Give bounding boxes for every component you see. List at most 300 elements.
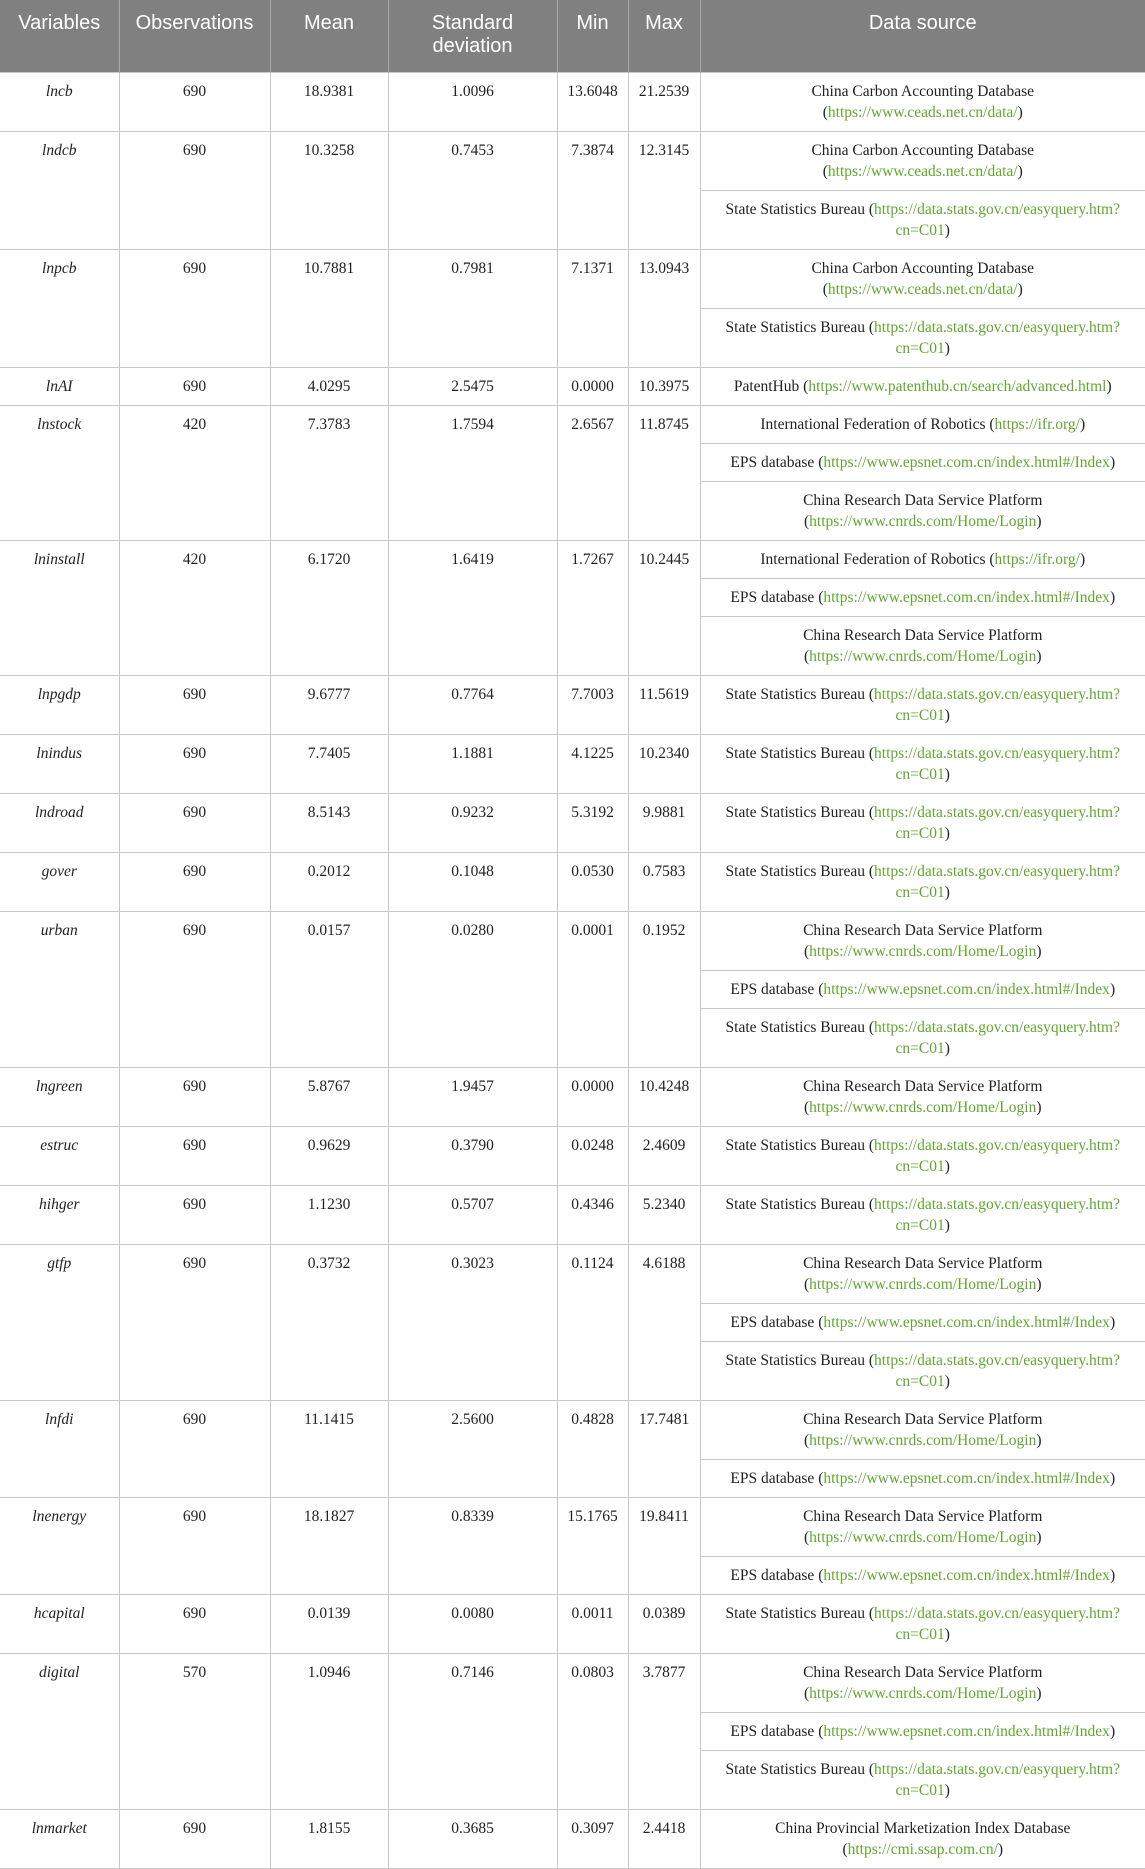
table-row	[0, 676, 1145, 735]
table-row	[0, 73, 1145, 132]
source-url-link[interactable]: https://data.stats.gov.cn/easyquery.htm?cn=C01	[874, 1352, 1120, 1390]
open-paren: (	[865, 804, 875, 821]
source-url-link[interactable]: https://www.cnrds.com/Home/Login	[809, 943, 1037, 960]
open-paren: (	[799, 378, 809, 395]
mean-cell: 0.9629	[270, 1127, 388, 1186]
close-paren: )	[1079, 416, 1086, 433]
source-url-link[interactable]: https://ifr.org/	[994, 551, 1080, 568]
standard-deviation-cell: 0.5707	[388, 1186, 557, 1245]
close-paren: )	[1017, 281, 1023, 298]
mean-cell: 11.1415	[270, 1401, 388, 1498]
max-cell: 0.7583	[628, 853, 700, 912]
source-url-link[interactable]: https://www.epsnet.com.cn/index.html#/Index	[823, 589, 1110, 606]
max-cell: 12.3145	[628, 132, 700, 250]
close-paren: )	[1036, 1529, 1042, 1546]
data-source-cell	[700, 1342, 1145, 1401]
table-row	[0, 1595, 1145, 1654]
data-source-cell	[700, 482, 1145, 541]
variable-cell: lnindus	[0, 735, 119, 794]
close-paren: )	[944, 766, 950, 783]
data-source-cell	[700, 617, 1145, 676]
close-paren: )	[1109, 1314, 1116, 1331]
min-cell: 0.0001	[557, 912, 628, 1068]
standard-deviation-cell: 1.9457	[388, 1068, 557, 1127]
close-paren: )	[944, 1217, 950, 1234]
mean-cell: 8.5143	[270, 794, 388, 853]
standard-deviation-cell: 0.0280	[388, 912, 557, 1068]
source-url-link[interactable]: https://www.cnrds.com/Home/Login	[809, 1685, 1037, 1702]
source-url-link[interactable]: https://data.stats.gov.cn/easyquery.htm?cn=C01	[874, 804, 1120, 842]
min-cell: 0.0803	[557, 1654, 628, 1810]
data-source-cell	[700, 1751, 1145, 1810]
mean-cell: 0.3732	[270, 1245, 388, 1401]
source-name: EPS database	[730, 1567, 815, 1584]
close-paren: )	[944, 1040, 950, 1057]
variable-cell: digital	[0, 1654, 119, 1810]
close-paren: )	[1036, 648, 1042, 665]
source-url-link[interactable]: https://www.ceads.net.cn/data/	[827, 281, 1018, 298]
min-cell: 0.0000	[557, 368, 628, 406]
source-url-link[interactable]: https://data.stats.gov.cn/easyquery.htm?cn=C01	[874, 319, 1120, 357]
open-paren: (	[865, 1761, 875, 1778]
source-url-link[interactable]: https://data.stats.gov.cn/easyquery.htm?cn=C01	[874, 1605, 1120, 1643]
data-source-cell	[700, 1713, 1145, 1751]
close-paren: )	[1036, 513, 1042, 530]
table-row	[0, 1068, 1145, 1127]
source-url-link[interactable]: https://data.stats.gov.cn/easyquery.htm?cn=C01	[874, 1137, 1120, 1175]
standard-deviation-cell: 0.3023	[388, 1245, 557, 1401]
source-name: China Research Data Service Platform	[803, 1078, 1043, 1095]
source-url-link[interactable]: https://www.ceads.net.cn/data/	[827, 104, 1018, 121]
header-min: Min	[557, 0, 628, 73]
data-source-cell	[700, 132, 1145, 191]
close-paren: )	[1017, 163, 1023, 180]
open-paren: (	[865, 863, 875, 880]
max-cell: 9.9881	[628, 794, 700, 853]
close-paren: )	[944, 222, 950, 239]
data-source-cell	[700, 1068, 1145, 1127]
observations-cell: 420	[119, 541, 270, 676]
table-row	[0, 1245, 1145, 1304]
source-url-link[interactable]: https://www.epsnet.com.cn/index.html#/Index	[823, 1314, 1110, 1331]
source-name: State Statistics Bureau	[725, 686, 865, 703]
source-url-link[interactable]: https://www.ceads.net.cn/data/	[827, 163, 1018, 180]
table-row	[0, 406, 1145, 444]
min-cell: 1.7267	[557, 541, 628, 676]
open-paren: (	[865, 1137, 875, 1154]
source-name: State Statistics Bureau	[725, 1196, 865, 1213]
close-paren: )	[944, 884, 950, 901]
source-name: EPS database	[730, 981, 815, 998]
mean-cell: 1.1230	[270, 1186, 388, 1245]
table-row	[0, 794, 1145, 853]
table-body	[0, 73, 1145, 1869]
data-source-cell	[700, 406, 1145, 444]
data-source-cell	[700, 444, 1145, 482]
standard-deviation-cell: 1.7594	[388, 406, 557, 541]
data-source-cell	[700, 735, 1145, 794]
data-source-cell	[700, 191, 1145, 250]
source-name: China Research Data Service Platform	[803, 492, 1043, 509]
min-cell: 0.0011	[557, 1595, 628, 1654]
close-paren: )	[1036, 943, 1042, 960]
source-url-link[interactable]: https://www.epsnet.com.cn/index.html#/Index	[823, 981, 1110, 998]
close-paren: )	[1109, 454, 1116, 471]
max-cell: 10.3975	[628, 368, 700, 406]
source-url-link[interactable]: https://data.stats.gov.cn/easyquery.htm?cn=C01	[874, 686, 1120, 724]
mean-cell: 0.0157	[270, 912, 388, 1068]
max-cell: 21.2539	[628, 73, 700, 132]
open-paren: (	[865, 1019, 875, 1036]
source-name: International Federation of Robotics	[760, 551, 986, 568]
table-header	[0, 0, 1145, 73]
standard-deviation-cell: 0.3790	[388, 1127, 557, 1186]
source-name: EPS database	[730, 1723, 815, 1740]
open-paren: (	[814, 1314, 824, 1331]
observations-cell: 690	[119, 1595, 270, 1654]
min-cell: 7.1371	[557, 250, 628, 368]
data-source-cell	[700, 1186, 1145, 1245]
variable-cell: lninstall	[0, 541, 119, 676]
max-cell: 11.8745	[628, 406, 700, 541]
min-cell: 0.4828	[557, 1401, 628, 1498]
source-name: State Statistics Bureau	[725, 201, 865, 218]
table-row	[0, 853, 1145, 912]
observations-cell: 690	[119, 1810, 270, 1869]
observations-cell: 690	[119, 794, 270, 853]
open-paren: (	[814, 1723, 824, 1740]
header-max: Max	[628, 0, 700, 73]
table-row	[0, 735, 1145, 794]
open-paren: (	[822, 163, 828, 180]
source-url-link[interactable]: https://www.cnrds.com/Home/Login	[809, 1432, 1037, 1449]
max-cell: 3.7877	[628, 1654, 700, 1810]
source-url-link[interactable]: https://data.stats.gov.cn/easyquery.htm?cn=C01	[874, 1761, 1120, 1799]
standard-deviation-cell: 1.0096	[388, 73, 557, 132]
source-url-link[interactable]: https://data.stats.gov.cn/easyquery.htm?cn=C01	[874, 1019, 1120, 1057]
table-row	[0, 250, 1145, 309]
close-paren: )	[1036, 1099, 1042, 1116]
source-name: State Statistics Bureau	[725, 1019, 865, 1036]
source-name: China Carbon Accounting Database	[811, 83, 1035, 100]
min-cell: 7.3874	[557, 132, 628, 250]
close-paren: )	[1109, 589, 1116, 606]
variable-cell: hihger	[0, 1186, 119, 1245]
source-name: EPS database	[730, 1470, 815, 1487]
observations-cell: 420	[119, 406, 270, 541]
source-url-link[interactable]: https://data.stats.gov.cn/easyquery.htm?cn=C01	[874, 745, 1120, 783]
open-paren: (	[803, 1432, 810, 1449]
data-source-cell	[700, 250, 1145, 309]
close-paren: )	[1109, 1723, 1116, 1740]
variable-cell: lnpgdp	[0, 676, 119, 735]
data-source-cell	[700, 1009, 1145, 1068]
open-paren: (	[865, 1196, 875, 1213]
observations-cell: 690	[119, 735, 270, 794]
source-url-link[interactable]: https://www.cnrds.com/Home/Login	[809, 1529, 1037, 1546]
source-url-link[interactable]: https://www.cnrds.com/Home/Login	[809, 1099, 1037, 1116]
min-cell: 4.1225	[557, 735, 628, 794]
open-paren: (	[814, 454, 824, 471]
standard-deviation-cell: 0.7981	[388, 250, 557, 368]
min-cell: 15.1765	[557, 1498, 628, 1595]
standard-deviation-cell: 0.1048	[388, 853, 557, 912]
source-url-link[interactable]: https://www.cnrds.com/Home/Login	[809, 1276, 1037, 1293]
source-url-link[interactable]: https://ifr.org/	[994, 416, 1080, 433]
standard-deviation-cell: 0.3685	[388, 1810, 557, 1869]
data-source-cell	[700, 73, 1145, 132]
standard-deviation-cell: 0.0080	[388, 1595, 557, 1654]
table-row	[0, 1186, 1145, 1245]
data-source-cell	[700, 368, 1145, 406]
observations-cell: 690	[119, 73, 270, 132]
observations-cell: 690	[119, 1127, 270, 1186]
min-cell: 7.7003	[557, 676, 628, 735]
header-mean: Mean	[270, 0, 388, 73]
open-paren: (	[865, 201, 875, 218]
max-cell: 4.6188	[628, 1245, 700, 1401]
min-cell: 0.1124	[557, 1245, 628, 1401]
max-cell: 0.1952	[628, 912, 700, 1068]
close-paren: )	[944, 1782, 950, 1799]
variable-cell: lndcb	[0, 132, 119, 250]
min-cell: 0.0248	[557, 1127, 628, 1186]
table-row	[0, 1810, 1145, 1869]
source-url-link[interactable]: https://data.stats.gov.cn/easyquery.htm?cn=C01	[874, 1196, 1120, 1234]
source-url-link[interactable]: https://www.epsnet.com.cn/index.html#/Index	[823, 1567, 1110, 1584]
data-source-cell	[700, 1401, 1145, 1460]
observations-cell: 690	[119, 132, 270, 250]
close-paren: )	[944, 1158, 950, 1175]
source-name: China Research Data Service Platform	[803, 1255, 1043, 1272]
variable-cell: lnpcb	[0, 250, 119, 368]
open-paren: (	[803, 1685, 810, 1702]
source-name: China Research Data Service Platform	[803, 627, 1043, 644]
variable-cell: lncb	[0, 73, 119, 132]
max-cell: 11.5619	[628, 676, 700, 735]
source-name: EPS database	[730, 589, 815, 606]
variable-cell: hcapital	[0, 1595, 119, 1654]
open-paren: (	[814, 1470, 824, 1487]
observations-cell: 690	[119, 1186, 270, 1245]
observations-cell: 690	[119, 676, 270, 735]
source-url-link[interactable]: https://www.epsnet.com.cn/index.html#/Index	[823, 454, 1110, 471]
source-url-link[interactable]: https://www.patenthub.cn/search/advanced.html	[808, 378, 1107, 395]
observations-cell: 690	[119, 1498, 270, 1595]
variable-cell: gtfp	[0, 1245, 119, 1401]
source-name: State Statistics Bureau	[725, 1137, 865, 1154]
source-name: China Research Data Service Platform	[803, 1411, 1043, 1428]
max-cell: 2.4609	[628, 1127, 700, 1186]
close-paren: )	[944, 340, 950, 357]
min-cell: 0.3097	[557, 1810, 628, 1869]
table-row	[0, 132, 1145, 191]
source-name: International Federation of Robotics	[760, 416, 986, 433]
max-cell: 2.4418	[628, 1810, 700, 1869]
max-cell: 5.2340	[628, 1186, 700, 1245]
max-cell: 10.2445	[628, 541, 700, 676]
min-cell: 13.6048	[557, 73, 628, 132]
close-paren: )	[1109, 1567, 1116, 1584]
source-name: State Statistics Bureau	[725, 1761, 865, 1778]
standard-deviation-cell: 0.8339	[388, 1498, 557, 1595]
variable-cell: lnAI	[0, 368, 119, 406]
open-paren: (	[803, 648, 810, 665]
open-paren: (	[803, 1276, 810, 1293]
table-row	[0, 1654, 1145, 1713]
variable-cell: lnfdi	[0, 1401, 119, 1498]
source-url-link[interactable]: https://www.cnrds.com/Home/Login	[809, 648, 1037, 665]
min-cell: 5.3192	[557, 794, 628, 853]
open-paren: (	[865, 319, 875, 336]
close-paren: )	[1017, 104, 1023, 121]
mean-cell: 0.0139	[270, 1595, 388, 1654]
source-url-link[interactable]: https://www.epsnet.com.cn/index.html#/Index	[823, 1470, 1110, 1487]
observations-cell: 690	[119, 250, 270, 368]
data-source-cell	[700, 912, 1145, 971]
open-paren: (	[822, 281, 828, 298]
mean-cell: 18.9381	[270, 73, 388, 132]
open-paren: (	[865, 1352, 875, 1369]
close-paren: )	[1036, 1276, 1042, 1293]
data-source-cell	[700, 1654, 1145, 1713]
header-variables: Variables	[0, 0, 119, 73]
header-data-source: Data source	[700, 0, 1145, 73]
table-row	[0, 541, 1145, 579]
data-source-cell	[700, 676, 1145, 735]
mean-cell: 7.3783	[270, 406, 388, 541]
data-source-cell	[700, 853, 1145, 912]
mean-cell: 1.0946	[270, 1654, 388, 1810]
open-paren: (	[814, 1567, 824, 1584]
standard-deviation-cell: 1.1881	[388, 735, 557, 794]
data-source-cell	[700, 971, 1145, 1009]
variable-cell: lnstock	[0, 406, 119, 541]
close-paren: )	[1079, 551, 1086, 568]
close-paren: )	[944, 707, 950, 724]
open-paren: (	[822, 104, 828, 121]
source-url-link[interactable]: https://data.stats.gov.cn/easyquery.htm?cn=C01	[874, 863, 1120, 901]
header-standard-deviation: Standard deviation	[388, 0, 557, 73]
variable-cell: lngreen	[0, 1068, 119, 1127]
variable-cell: urban	[0, 912, 119, 1068]
variable-cell: lnenergy	[0, 1498, 119, 1595]
source-name: China Research Data Service Platform	[803, 922, 1043, 939]
source-name: State Statistics Bureau	[725, 319, 865, 336]
source-name: EPS database	[730, 454, 815, 471]
source-name: State Statistics Bureau	[725, 1352, 865, 1369]
mean-cell: 0.2012	[270, 853, 388, 912]
observations-cell: 690	[119, 368, 270, 406]
mean-cell: 1.8155	[270, 1810, 388, 1869]
open-paren: (	[814, 981, 824, 998]
data-source-cell	[700, 1127, 1145, 1186]
open-paren: (	[814, 589, 824, 606]
close-paren: )	[1036, 1432, 1042, 1449]
data-source-cell	[700, 579, 1145, 617]
max-cell: 0.0389	[628, 1595, 700, 1654]
standard-deviation-cell: 0.7453	[388, 132, 557, 250]
data-source-cell	[700, 1557, 1145, 1595]
observations-cell: 690	[119, 1068, 270, 1127]
source-name: China Research Data Service Platform	[803, 1664, 1043, 1681]
max-cell: 17.7481	[628, 1401, 700, 1498]
table-row	[0, 368, 1145, 406]
source-name: China Provincial Marketization Index Database	[775, 1820, 1071, 1837]
observations-cell: 690	[119, 1401, 270, 1498]
source-url-link[interactable]: https://cmi.ssap.com.cn/	[847, 1841, 998, 1858]
mean-cell: 7.7405	[270, 735, 388, 794]
source-name: State Statistics Bureau	[725, 804, 865, 821]
max-cell: 19.8411	[628, 1498, 700, 1595]
open-paren: (	[985, 551, 995, 568]
standard-deviation-cell: 0.9232	[388, 794, 557, 853]
header-observations: Observations	[119, 0, 270, 73]
max-cell: 10.2340	[628, 735, 700, 794]
data-source-cell	[700, 1595, 1145, 1654]
source-name: EPS database	[730, 1314, 815, 1331]
header-row	[0, 0, 1145, 73]
data-source-cell	[700, 1460, 1145, 1498]
data-source-cell	[700, 1810, 1145, 1869]
mean-cell: 6.1720	[270, 541, 388, 676]
data-source-cell	[700, 1498, 1145, 1557]
mean-cell: 10.7881	[270, 250, 388, 368]
open-paren: (	[865, 686, 875, 703]
data-source-cell	[700, 541, 1145, 579]
open-paren: (	[865, 1605, 875, 1622]
observations-cell: 690	[119, 853, 270, 912]
mean-cell: 9.6777	[270, 676, 388, 735]
open-paren: (	[865, 745, 875, 762]
data-source-cell	[700, 1245, 1145, 1304]
open-paren: (	[803, 1529, 810, 1546]
table-row	[0, 1127, 1145, 1186]
source-name: China Research Data Service Platform	[803, 1508, 1043, 1525]
mean-cell: 18.1827	[270, 1498, 388, 1595]
table-row	[0, 1401, 1145, 1460]
standard-deviation-cell: 0.7764	[388, 676, 557, 735]
mean-cell: 10.3258	[270, 132, 388, 250]
open-paren: (	[803, 1099, 810, 1116]
open-paren: (	[842, 1841, 848, 1858]
source-name: State Statistics Bureau	[725, 745, 865, 762]
min-cell: 0.0000	[557, 1068, 628, 1127]
observations-cell: 690	[119, 1245, 270, 1401]
variable-cell: lndroad	[0, 794, 119, 853]
source-name: PatentHub	[733, 378, 800, 395]
close-paren: )	[1109, 1470, 1116, 1487]
observations-cell: 570	[119, 1654, 270, 1810]
standard-deviation-cell: 2.5600	[388, 1401, 557, 1498]
close-paren: )	[997, 1841, 1004, 1858]
close-paren: )	[1109, 981, 1116, 998]
variable-cell: gover	[0, 853, 119, 912]
source-url-link[interactable]: https://data.stats.gov.cn/easyquery.htm?cn=C01	[874, 201, 1120, 239]
min-cell: 0.0530	[557, 853, 628, 912]
source-url-link[interactable]: https://www.cnrds.com/Home/Login	[809, 513, 1037, 530]
max-cell: 13.0943	[628, 250, 700, 368]
source-url-link[interactable]: https://www.epsnet.com.cn/index.html#/Index	[823, 1723, 1110, 1740]
source-name: China Carbon Accounting Database	[811, 142, 1035, 159]
max-cell: 10.4248	[628, 1068, 700, 1127]
variable-cell: lnmarket	[0, 1810, 119, 1869]
close-paren: )	[944, 1373, 950, 1390]
data-source-cell	[700, 794, 1145, 853]
close-paren: )	[944, 1626, 950, 1643]
close-paren: )	[1036, 1685, 1042, 1702]
min-cell: 0.4346	[557, 1186, 628, 1245]
